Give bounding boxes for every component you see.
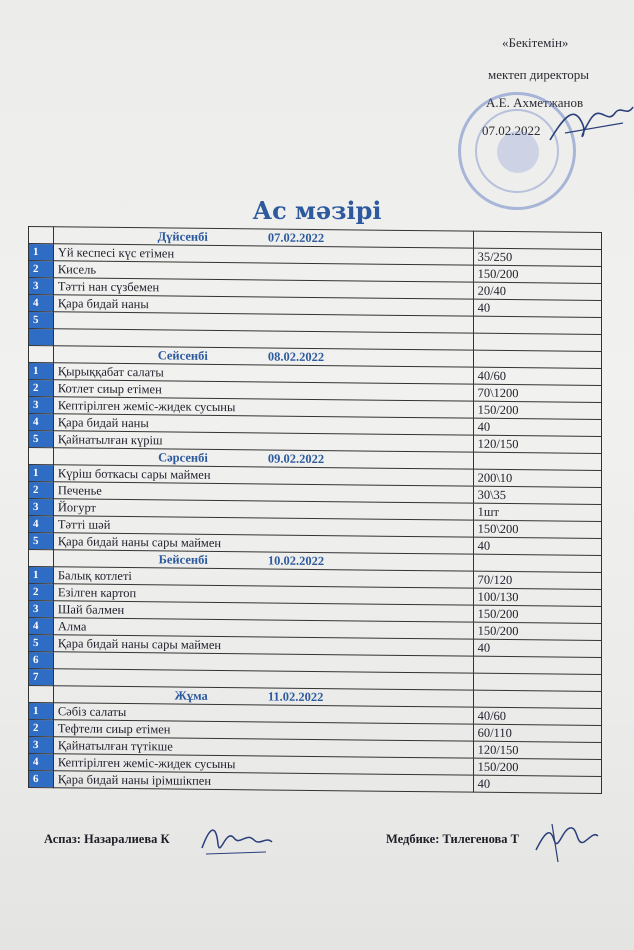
dish-cell: Қара бидай наны	[53, 295, 473, 316]
day-name: Дүйсенбі	[157, 228, 208, 244]
row-number: 1	[29, 703, 54, 720]
dish-cell: Қара бидай наны сары маймен	[53, 635, 473, 656]
row-number: 3	[29, 601, 54, 618]
qty-cell: 100/130	[473, 588, 601, 606]
day-name: Бейсенбі	[158, 551, 208, 567]
row-number: 1	[29, 363, 54, 380]
day-date: 10.02.2022	[267, 553, 325, 568]
row-number: 4	[29, 754, 54, 771]
row-number: 2	[29, 380, 54, 397]
dish-cell: Күріш боткасы сары маймен	[53, 465, 473, 486]
row-number: 2	[29, 720, 54, 737]
day-name: Сәрсенбі	[158, 449, 208, 465]
dish-cell: Алма	[53, 618, 473, 639]
menu-table	[28, 226, 602, 794]
qty-cell: 120/150	[473, 435, 601, 453]
row-number: 4	[29, 618, 54, 635]
qty-cell: 150/200	[473, 401, 601, 419]
row-number: 5	[29, 312, 54, 329]
qty-cell: 150/200	[473, 605, 601, 623]
qty-cell: 40/60	[473, 707, 601, 725]
dish-cell: Балық котлеті	[53, 567, 473, 588]
approval-line-3: А.Е. Ахметжанов	[486, 95, 584, 110]
day-date: 09.02.2022	[267, 451, 325, 466]
day-header-blank	[29, 346, 54, 363]
row-number: 1	[29, 567, 54, 584]
row-number: 1	[29, 244, 54, 261]
row-number: 4	[29, 516, 54, 533]
dish-cell: Үй кеспесі күс етімен	[53, 244, 473, 265]
dish-cell: Котлет сиыр етімен	[53, 380, 473, 401]
row-number: 1	[29, 465, 54, 482]
row-number: 6	[29, 771, 54, 788]
row-number: 3	[29, 737, 54, 754]
director-signature	[545, 95, 634, 155]
row-number: 4	[29, 414, 54, 431]
day-header-qty	[473, 231, 601, 249]
row-number: 3	[29, 278, 54, 295]
row-number: 5	[29, 533, 54, 550]
cook-label: Аспаз: Назаралиева К	[44, 832, 170, 846]
dish-cell: Тефтели сиыр етімен	[53, 720, 473, 741]
approval-line-2: мектеп директоры	[488, 67, 590, 82]
qty-cell	[473, 316, 601, 334]
qty-cell: 35/250	[473, 248, 601, 266]
qty-cell: 20/40	[473, 282, 601, 300]
row-number: 4	[29, 295, 54, 312]
dish-cell: Тәтті шәй	[53, 516, 473, 537]
day-name: Сейсенбі	[157, 347, 208, 363]
qty-cell: 150/200	[473, 265, 601, 283]
qty-cell: 30\35	[473, 486, 601, 504]
dish-cell: Кептірілген жеміс-жидек сусыны	[53, 754, 473, 775]
dish-cell: Печенье	[53, 482, 473, 503]
dish-cell: Шай балмен	[53, 601, 473, 622]
qty-cell: 40	[473, 299, 601, 317]
qty-cell: 200\10	[473, 469, 601, 487]
day-header-blank	[29, 550, 54, 567]
day-header-qty	[473, 554, 601, 572]
dish-cell: Қара бидай наны сары маймен	[53, 533, 473, 554]
row-number: 7	[29, 669, 54, 686]
row-number: 3	[29, 499, 54, 516]
qty-cell: 1шт	[473, 503, 601, 521]
dish-cell: Қырыққабат салаты	[53, 363, 473, 384]
qty-cell: 60/110	[473, 724, 601, 742]
row-number: 6	[29, 652, 54, 669]
row-number: 5	[29, 635, 54, 652]
dish-cell: Қайнатылған түтікше	[53, 737, 473, 758]
qty-cell: 150/200	[473, 758, 601, 776]
qty-cell: 70\1200	[473, 384, 601, 402]
day-header-blank	[29, 448, 54, 465]
row-number	[29, 329, 54, 346]
qty-cell: 40	[473, 639, 601, 657]
cook-signature	[196, 818, 276, 862]
day-name: Жұма	[174, 688, 208, 703]
nurse-label: Медбике: Тилегенова Т	[386, 832, 519, 846]
row-number: 2	[29, 584, 54, 601]
dish-cell: Кисель	[53, 261, 473, 282]
day-date: 07.02.2022	[267, 230, 325, 245]
qty-cell	[473, 333, 601, 351]
qty-cell: 40	[473, 418, 601, 436]
dish-cell: Кептірілген жеміс-жидек сусыны	[53, 397, 473, 418]
approval-line-4: 07.02.2022	[482, 123, 541, 138]
day-date: 11.02.2022	[267, 689, 324, 704]
dish-cell: Тәтті нан сүзбемен	[53, 278, 473, 299]
row-number: 3	[29, 397, 54, 414]
qty-cell: 150\200	[473, 520, 601, 538]
day-date: 08.02.2022	[267, 349, 325, 364]
qty-cell: 150/200	[473, 622, 601, 640]
page-title: Ас мәзірі	[252, 196, 382, 225]
row-number: 2	[29, 261, 54, 278]
qty-cell: 40/60	[473, 367, 601, 385]
nurse-signature	[532, 816, 602, 866]
day-header-qty	[473, 690, 601, 708]
row-number: 5	[29, 431, 54, 448]
qty-cell: 40	[473, 775, 601, 793]
dish-cell: Қайнатылған күріш	[53, 431, 473, 452]
qty-cell: 70/120	[473, 571, 601, 589]
dish-cell: Езілген картоп	[53, 584, 473, 605]
approval-line-1: «Бекітемін»	[502, 35, 569, 50]
day-header-qty	[473, 350, 601, 368]
qty-cell: 40	[473, 537, 601, 555]
row-number: 2	[29, 482, 54, 499]
dish-cell: Қара бидай наны ірімшікпен	[53, 771, 473, 792]
day-header-blank	[29, 227, 54, 244]
day-header-qty	[473, 452, 601, 470]
qty-cell	[473, 656, 601, 674]
day-header-blank	[29, 686, 54, 703]
qty-cell	[473, 673, 601, 691]
dish-cell: Йогурт	[53, 499, 473, 520]
qty-cell: 120/150	[473, 741, 601, 759]
dish-cell: Қара бидай наны	[53, 414, 473, 435]
dish-cell: Сәбіз салаты	[53, 703, 473, 724]
